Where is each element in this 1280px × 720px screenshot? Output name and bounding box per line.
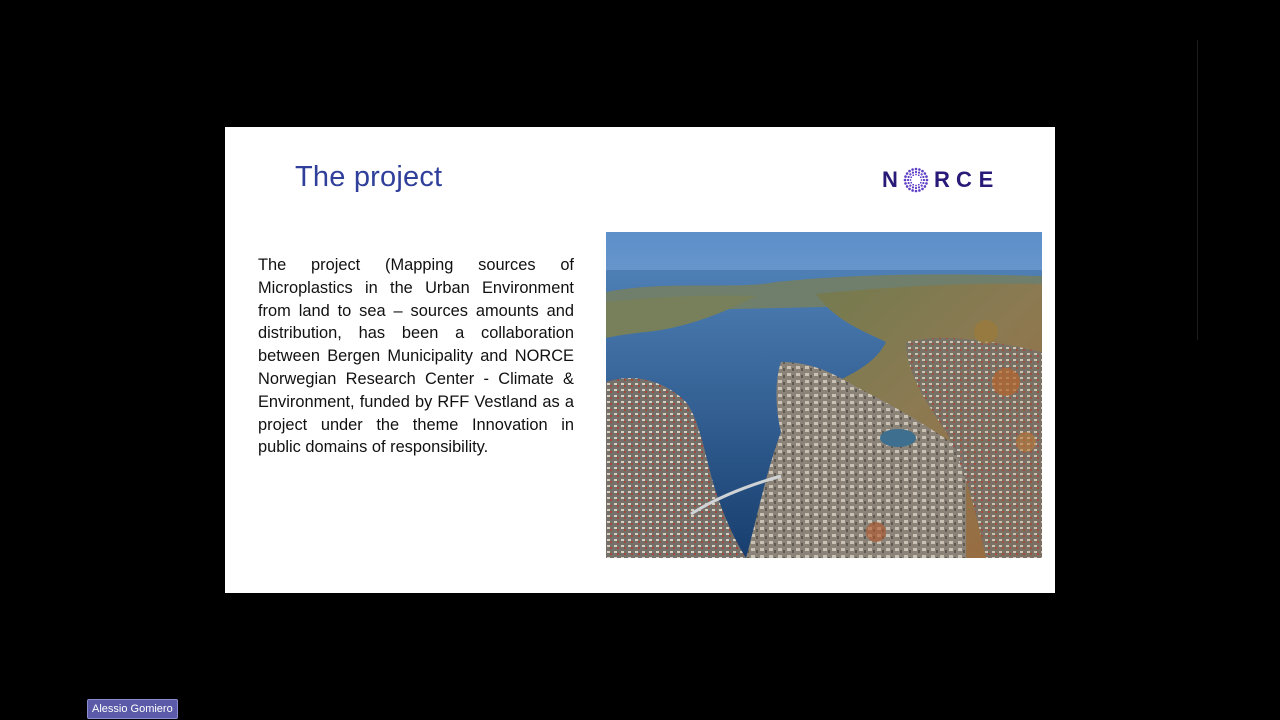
presentation-slide <box>225 127 1055 593</box>
logo-letter-e: E <box>978 167 994 192</box>
project-description: The project (Mapping sources of Microplastics in the Urban Environment from land to sea – sources amounts and distribution, has been a collaboration between Bergen Municipality and NORCE Norwegian Research Center - Climate & Environment, funded by RFF Vestland as a project under the theme Innovation in public domains of responsibility. <box>258 256 574 457</box>
norce-logo <box>879 166 997 194</box>
logo-letter-n: N <box>882 167 898 192</box>
screen-edge-divider <box>1197 40 1198 340</box>
logo-letter-r: R <box>934 167 950 192</box>
logo-letter-c: C <box>956 167 972 192</box>
aerial-city-photo <box>606 232 1042 558</box>
slide-title: The project <box>295 161 443 193</box>
sunburst-o-icon <box>902 166 930 194</box>
aerial-fjord-city-image <box>606 232 1042 558</box>
participant-name-tag: Alessio Gomiero <box>87 699 178 719</box>
